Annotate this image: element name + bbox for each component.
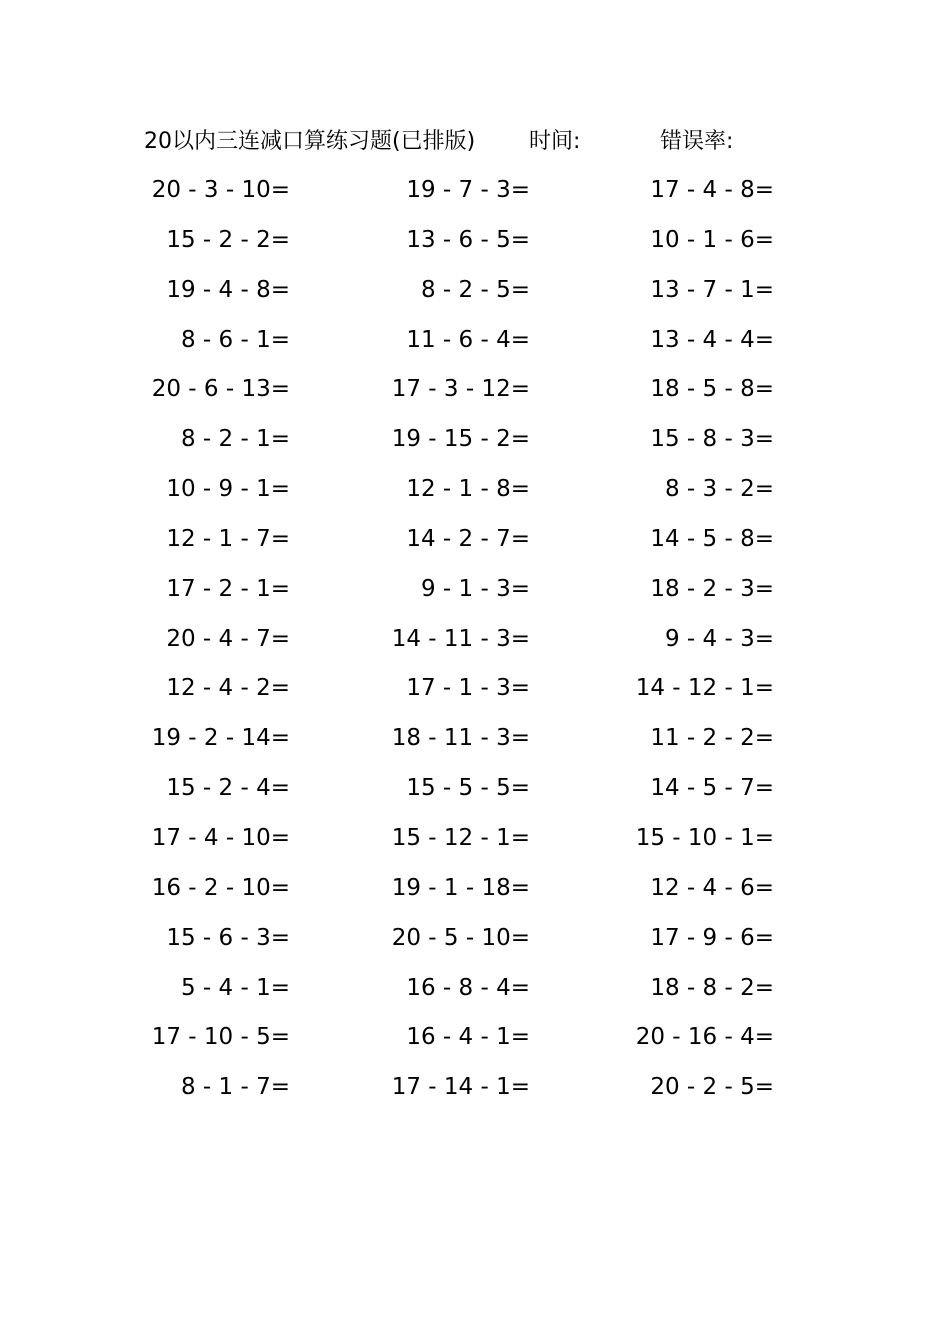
subtraction-problem: 18 - 5 - 8= bbox=[650, 376, 774, 403]
subtraction-problem: 17 - 9 - 6= bbox=[650, 924, 774, 951]
subtraction-problem: 19 - 15 - 2= bbox=[391, 426, 530, 453]
subtraction-problem: 8 - 2 - 5= bbox=[420, 276, 530, 303]
subtraction-problem: 20 - 3 - 10= bbox=[151, 177, 290, 203]
problem-column-1 bbox=[90, 172, 290, 1119]
subtraction-problem: 17 - 4 - 10= bbox=[151, 824, 290, 851]
subtraction-problem: 20 - 16 - 4= bbox=[635, 1024, 774, 1051]
time-label: 时间: bbox=[529, 129, 581, 154]
subtraction-problem: 19 - 7 - 3= bbox=[406, 177, 530, 203]
subtraction-problem: 10 - 1 - 6= bbox=[650, 226, 774, 253]
subtraction-problem: 17 - 10 - 5= bbox=[151, 1024, 290, 1051]
subtraction-problem: 16 - 4 - 1= bbox=[406, 1024, 530, 1051]
subtraction-problem: 13 - 6 - 5= bbox=[406, 226, 530, 253]
subtraction-problem: 8 - 6 - 1= bbox=[180, 326, 290, 353]
subtraction-problem: 17 - 3 - 12= bbox=[391, 376, 530, 403]
subtraction-problem: 5 - 4 - 1= bbox=[180, 974, 290, 1001]
subtraction-problem: 20 - 5 - 10= bbox=[391, 924, 530, 951]
subtraction-problem: 20 - 2 - 5= bbox=[650, 1074, 774, 1101]
problem-column-2 bbox=[330, 172, 530, 1119]
subtraction-problem: 15 - 12 - 1= bbox=[391, 824, 530, 851]
problem-column-3 bbox=[574, 172, 774, 1119]
subtraction-problem: 15 - 2 - 4= bbox=[166, 775, 290, 802]
subtraction-problem: 19 - 4 - 8= bbox=[166, 276, 290, 303]
subtraction-problem: 8 - 2 - 1= bbox=[180, 426, 290, 453]
subtraction-problem: 13 - 7 - 1= bbox=[650, 276, 774, 303]
subtraction-problem: 17 - 14 - 1= bbox=[391, 1074, 530, 1101]
subtraction-problem: 17 - 1 - 3= bbox=[406, 675, 530, 702]
subtraction-problem: 15 - 6 - 3= bbox=[166, 924, 290, 951]
subtraction-problem: 15 - 8 - 3= bbox=[650, 426, 774, 453]
subtraction-problem: 14 - 5 - 7= bbox=[650, 775, 774, 802]
subtraction-problem: 9 - 4 - 3= bbox=[664, 625, 774, 652]
subtraction-problem: 19 - 1 - 18= bbox=[391, 874, 530, 901]
subtraction-problem: 16 - 8 - 4= bbox=[406, 974, 530, 1001]
subtraction-problem: 20 - 6 - 13= bbox=[151, 376, 290, 403]
subtraction-problem: 14 - 5 - 8= bbox=[650, 525, 774, 552]
subtraction-problem: 19 - 2 - 14= bbox=[151, 725, 290, 752]
subtraction-problem: 8 - 3 - 2= bbox=[664, 476, 774, 503]
subtraction-problem: 18 - 11 - 3= bbox=[391, 725, 530, 752]
subtraction-problem: 18 - 2 - 3= bbox=[650, 575, 774, 602]
subtraction-problem: 18 - 8 - 2= bbox=[650, 974, 774, 1001]
error-rate-label: 错误率: bbox=[660, 129, 734, 154]
subtraction-problem: 10 - 9 - 1= bbox=[166, 476, 290, 503]
subtraction-problem: 15 - 5 - 5= bbox=[406, 775, 530, 802]
subtraction-problem: 14 - 2 - 7= bbox=[406, 525, 530, 552]
subtraction-problem: 11 - 6 - 4= bbox=[406, 326, 530, 353]
subtraction-problem: 14 - 12 - 1= bbox=[635, 675, 774, 702]
subtraction-problem: 12 - 4 - 2= bbox=[166, 675, 290, 702]
subtraction-problem: 9 - 1 - 3= bbox=[420, 575, 530, 602]
subtraction-problem: 15 - 10 - 1= bbox=[635, 824, 774, 851]
subtraction-problem: 15 - 2 - 2= bbox=[166, 226, 290, 253]
subtraction-problem: 12 - 1 - 7= bbox=[166, 525, 290, 552]
subtraction-problem: 16 - 2 - 10= bbox=[151, 874, 290, 901]
subtraction-problem: 17 - 4 - 8= bbox=[650, 177, 774, 203]
subtraction-problem: 11 - 2 - 2= bbox=[650, 725, 774, 752]
subtraction-problem: 14 - 11 - 3= bbox=[391, 625, 530, 652]
subtraction-problem: 17 - 2 - 1= bbox=[166, 575, 290, 602]
worksheet-title: 20以内三连减口算练习题(已排版) bbox=[144, 129, 476, 154]
subtraction-problem: 13 - 4 - 4= bbox=[650, 326, 774, 353]
subtraction-problem: 12 - 1 - 8= bbox=[406, 476, 530, 503]
subtraction-problem: 8 - 1 - 7= bbox=[180, 1074, 290, 1101]
subtraction-problem: 20 - 4 - 7= bbox=[166, 625, 290, 652]
subtraction-problem: 12 - 4 - 6= bbox=[650, 874, 774, 901]
